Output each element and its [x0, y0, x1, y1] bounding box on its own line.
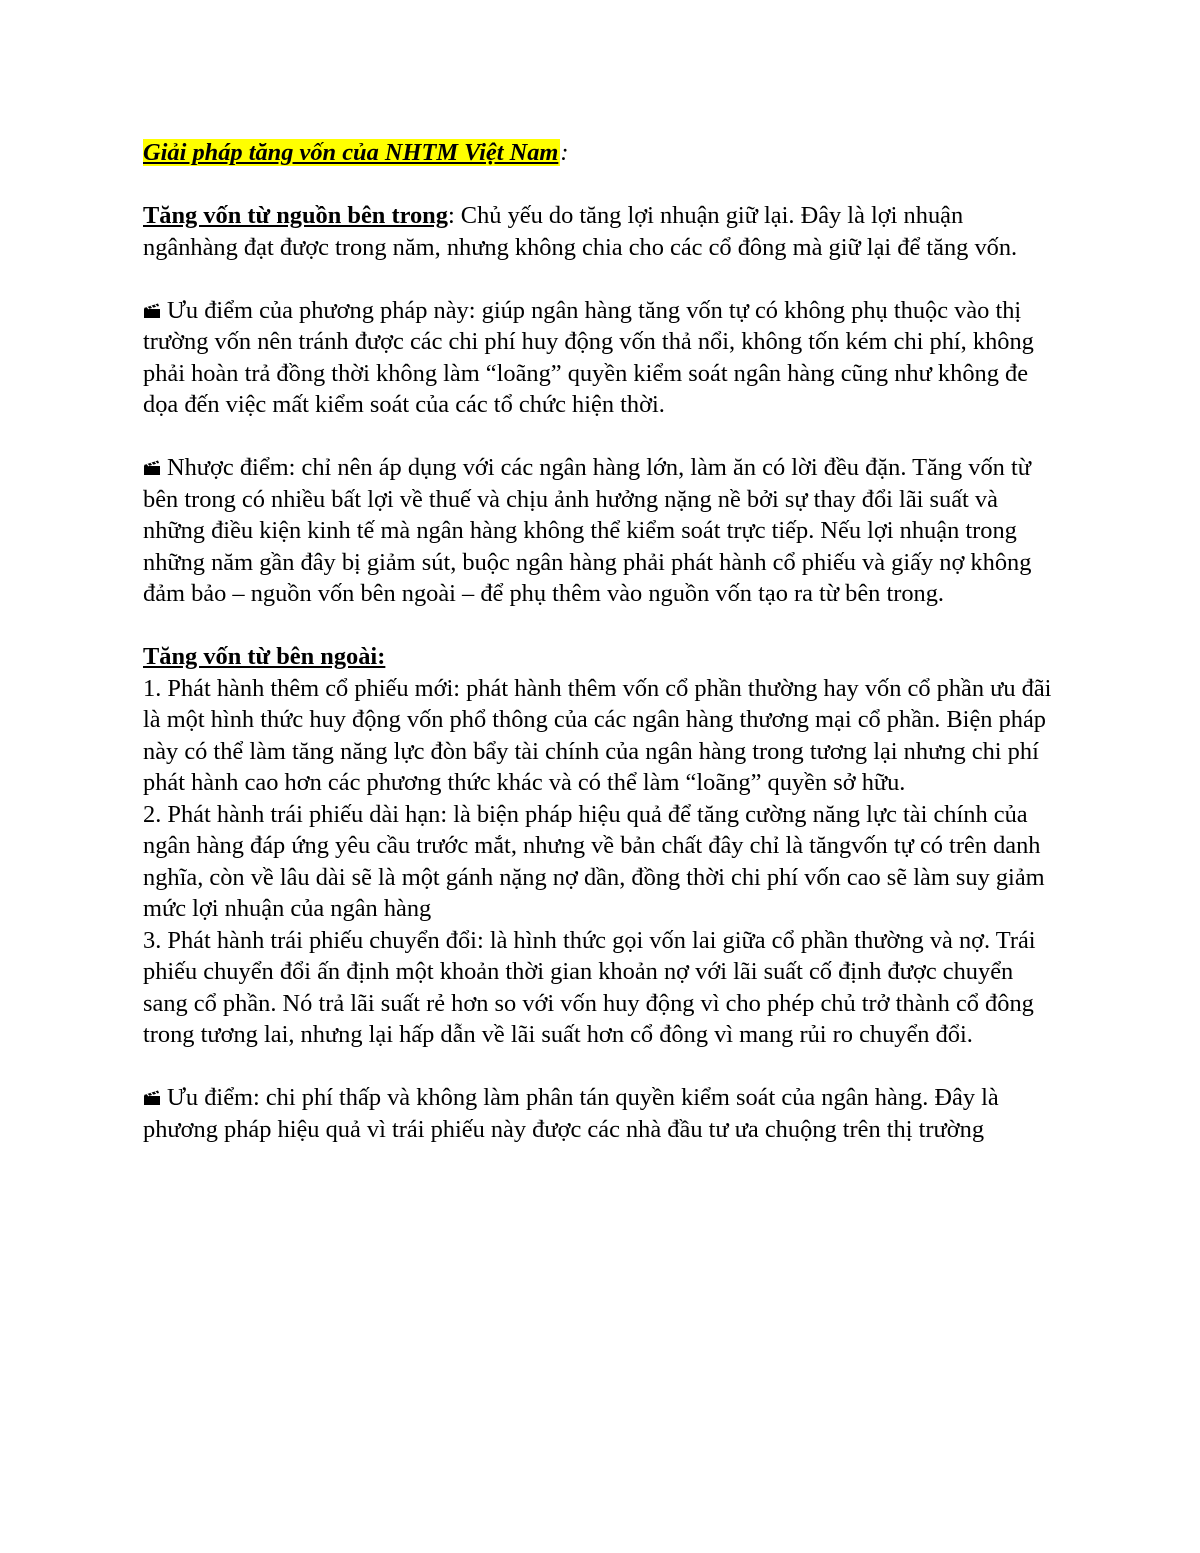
- clapperboard-icon: [143, 460, 161, 476]
- clapperboard-icon: [143, 1090, 161, 1106]
- external-item-3: 3. Phát hành trái phiếu chuyển đổi: là hình thức gọi vốn lai giữa cổ phần thường và nợ. Trái phiếu chuyển đổi ấn định một khoản thời gian khoản nợ với lãi suất cố định được chuyển sang cổ phần. Nó trả lãi suất rẻ hơn so với vốn huy động vì cho phép chủ trở thành cổ đông trong tương lai, nhưng lại hấp dẫn về lãi suất hơn cổ đông vì mang rủi ro chuyển đổi.: [143, 926, 1036, 1048]
- document-title: [143, 137, 1063, 169]
- external-advantage-text: Ưu điểm: chi phí thấp và không làm phân tán quyền kiểm soát của ngân hàng. Đây là phương pháp hiệu quả vì trái phiếu này được các nhà đầu tư ưa chuộng trên thị trường: [143, 1084, 999, 1143]
- external-item-1: 1. Phát hành thêm cổ phiếu mới: phát hành thêm vốn cổ phần thường hay vốn cổ phần ưu đãi là một hình thức huy động vốn phổ thông của các ngân hàng thương mại cổ phần. Biện pháp này có thể làm tăng năng lực đòn bẩy tài chính của ngân hàng trong tương lại nhưng chi phí phát hành cao hơn các phương thức khác và có thể làm “loãng” quyền sở hữu.: [143, 674, 1052, 796]
- external-capital-heading-line: [143, 641, 1063, 673]
- document-page: [143, 137, 1063, 1145]
- title-text: Giải pháp tăng vốn của NHTM Việt Nam: [143, 139, 559, 166]
- internal-capital-text: : Chủ yếu do tăng lợi nhuận giữ lại. Đây là lợi nhuận ngânhàng đạt được trong năm, nhưng không chia cho các cổ đông mà giữ lại để tăng vốn.: [143, 202, 1018, 261]
- internal-advantage-paragraph: [143, 295, 1063, 421]
- external-capital-heading: Tăng vốn từ bên ngoài:: [143, 643, 386, 670]
- internal-capital-heading: Tăng vốn từ nguồn bên trong: [143, 202, 448, 229]
- internal-advantage-text: Ưu điểm của phương pháp này: giúp ngân hàng tăng vốn tự có không phụ thuộc vào thị trường vốn nên tránh được các chi phí huy động vốn thả nổi, không tốn kém chi phí, không phải hoàn trả đồng thời không làm “loãng” quyền kiểm soát ngân hàng cũng như không đe dọa đến việc mất kiểm soát của các tổ chức hiện thời.: [143, 296, 1034, 418]
- title-colon: :: [560, 139, 569, 166]
- external-item-2: 2. Phát hành trái phiếu dài hạn: là biện pháp hiệu quả để tăng cường năng lực tài chính của ngân hàng đáp ứng yêu cầu trước mắt, nhưng về bản chất đây chỉ là tăngvốn tự có trên danh nghĩa, còn về lâu dài sẽ là một gánh nặng nợ dần, đồng thời chi phí vốn cao sẽ làm suy giảm mức lợi nhuận của ngân hàng: [143, 800, 1045, 922]
- internal-capital-paragraph: [143, 200, 1063, 263]
- internal-disadvantage-text: Nhược điểm: chỉ nên áp dụng với các ngân hàng lớn, làm ăn có lời đều đặn. Tăng vốn từ bên trong có nhiều bất lợi về thuế và chịu ảnh hưởng nặng nề bởi sự thay đổi lãi suất và những điều kiện kinh tế mà ngân hàng không thể kiểm soát trực tiếp. Nếu lợi nhuận trong những năm gần đây bị giảm sút, buộc ngân hàng phải phát hành cổ phiếu và giấy nợ không đảm bảo – nguồn vốn bên ngoài – để phụ thêm vào nguồn vốn tạo ra từ bên trong.: [143, 454, 1032, 607]
- internal-disadvantage-paragraph: [143, 452, 1063, 610]
- external-advantage-paragraph: [143, 1082, 1063, 1145]
- clapperboard-icon: [143, 303, 161, 319]
